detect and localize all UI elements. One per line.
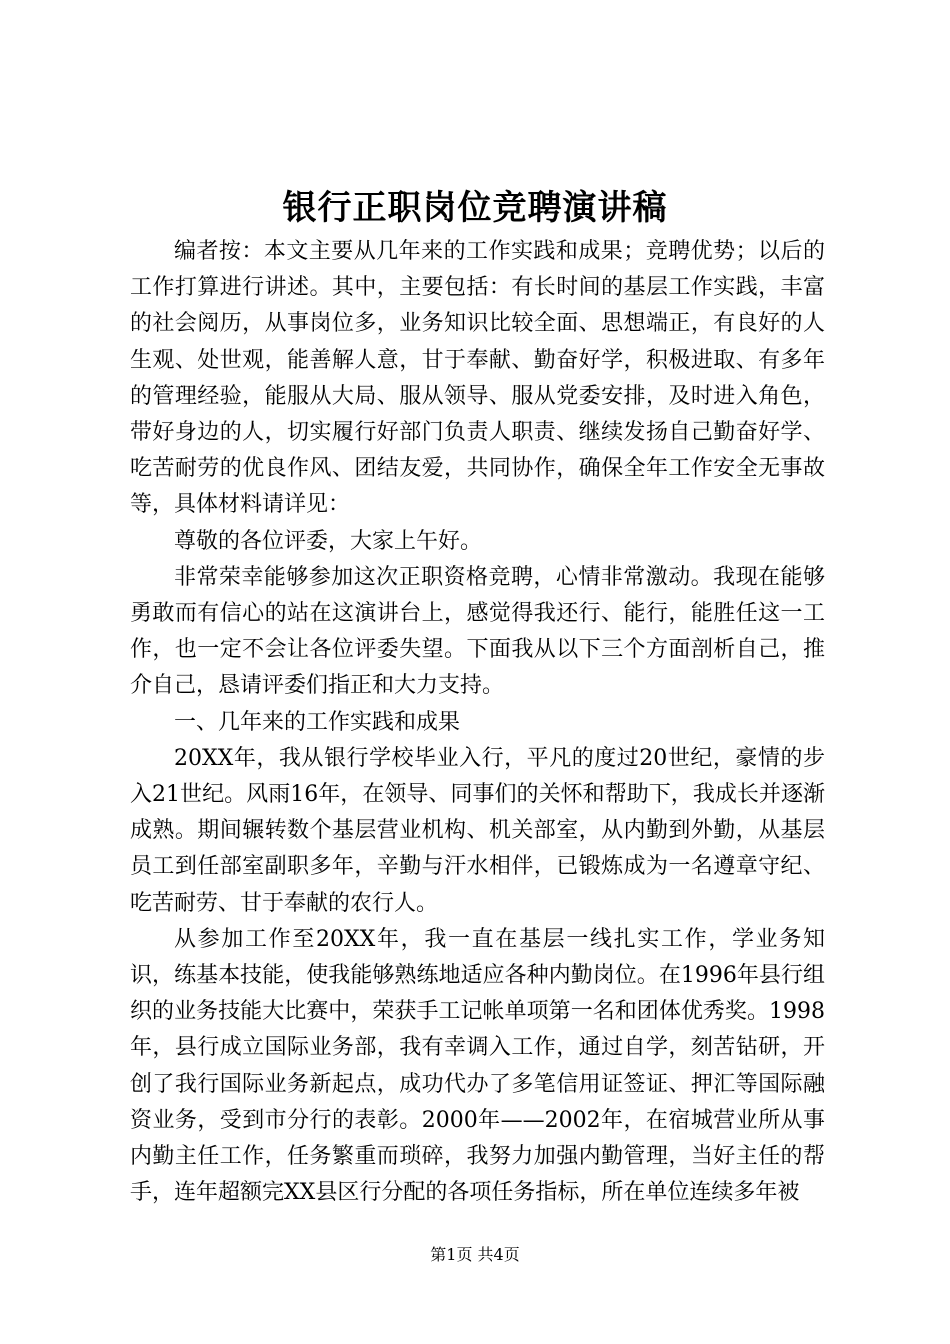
page-footer: 第1页 共4页 [430,1245,520,1264]
paragraph-career-start: 20XX年，我从银行学校毕业入行，平凡的度过20世纪，豪情的步入21世纪。风雨16年，在领导、同事们的关怀和帮助下，我成长并逐渐成熟。期间辗转数个基层营业机构、机关部室，从内勤到外勤，从基层员工到任部室副职多年，辛勤与汗水相伴，已锻炼成为一名遵章守纪、吃苦耐劳、甘于奉献的农行人。 [130,745,825,916]
section-heading-1: 一、几年来的工作实践和成果 [174,709,461,735]
paragraph-intro: 非常荣幸能够参加这次正职资格竞聘，心情非常激动。我现在能够勇敢而有信心的站在这演讲台上，感觉得我还行、能行，能胜任这一工作，也一定不会让各位评委失望。下面我从以下三个方面剖析自己，推介自己，恳请评委们指正和大力支持。 [130,564,825,699]
paragraph-editor-note: 编者按：本文主要从几年来的工作实践和成果；竞聘优势；以后的工作打算进行讲述。其中，主要包括：有长时间的基层工作实践，丰富的社会阅历，从事岗位多，业务知识比较全面、思想端正，有良好的人生观、处世观，能善解人意，甘于奉献、勤奋好学，积极进取、有多年的管理经验，能服从大局、服从领导、服从党委安排，及时进入角色，带好身边的人，切实履行好部门负责人职责、继续发扬自己勤奋好学、吃苦耐劳的优良作风、团结友爱，共同协作，确保全年工作安全无事故等，具体材料请详见： [130,239,825,518]
document-body [130,234,825,1211]
document-title: 银行正职岗位竞聘演讲稿 [282,188,668,228]
paragraph-work-history: 从参加工作至20XX年，我一直在基层一线扎实工作，学业务知识，练基本技能，使我能够熟练地适应各种内勤岗位。在1996年县行组织的业务技能大比赛中，荣获手工记帐单项第一名和团体优秀奖。1998年，县行成立国际业务部，我有幸调入工作，通过自学，刻苦钻研，开创了我行国际业务新起点，成功代办了多笔信用证签证、押汇等国际融资业务，受到市分行的表彰。2000年——2002年，在宿城营业所从事内勤主任工作，任务繁重而琐碎，我努力加强内勤管理，当好主任的帮手，连年超额完XX县区行分配的各项任务指标，所在单位连续多年被 [130,926,825,1206]
paragraph-greeting: 尊敬的各位评委，大家上午好。 [174,528,483,554]
